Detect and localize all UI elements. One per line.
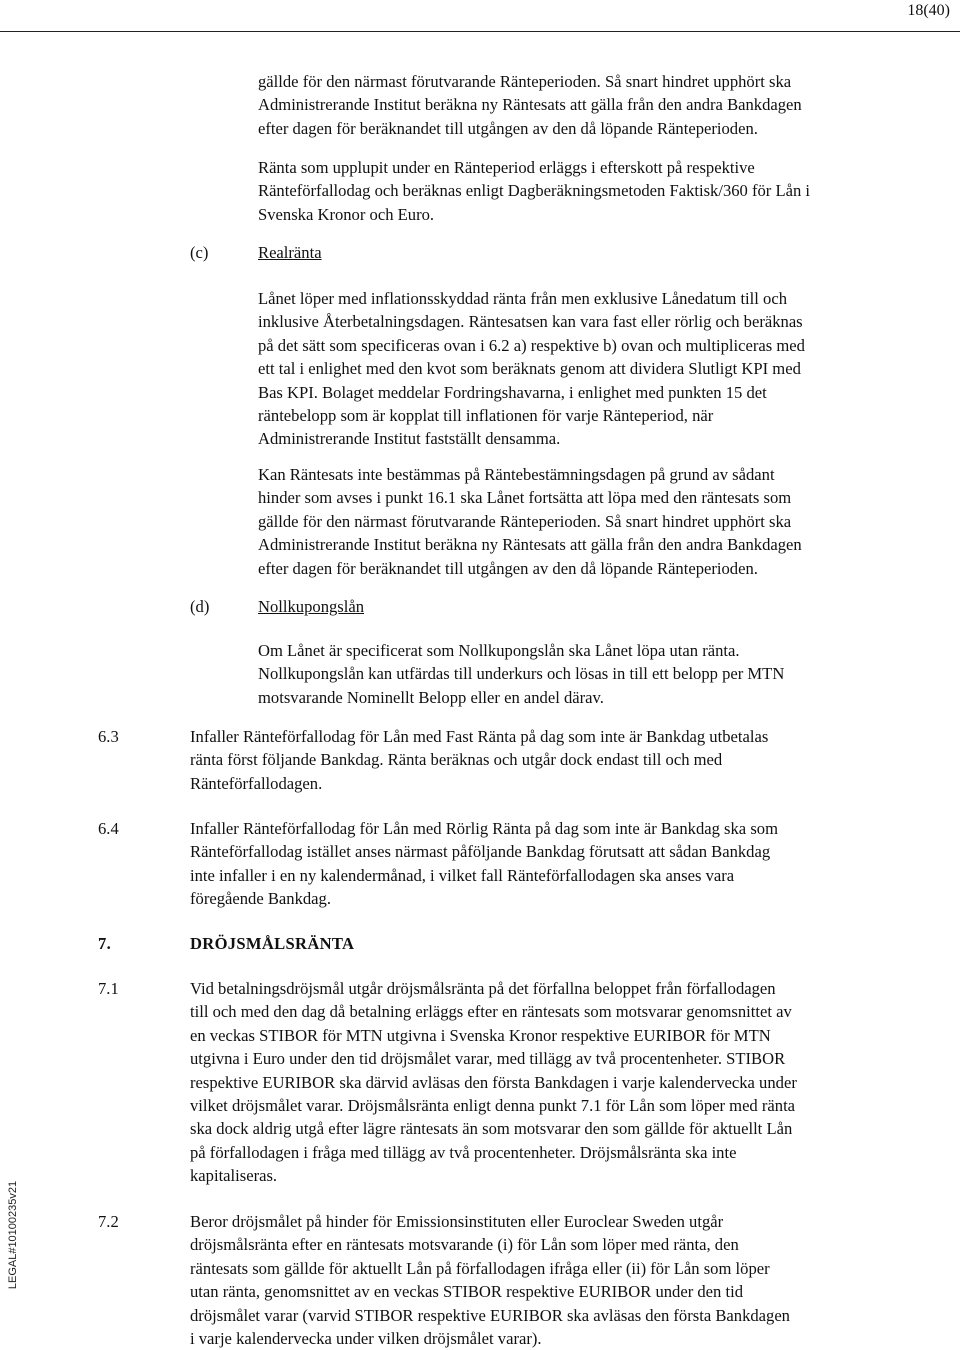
paragraph-line: Beror dröjsmålet på hinder för Emissionsinstituten eller Euroclear Sweden utgår [190, 1212, 724, 1231]
paragraph-line: på förfallodagen i fråga med tillägg av två procentenheter. Dröjsmålsränta ska inte [190, 1142, 737, 1162]
clause-6-4-number: 6.4 [98, 819, 119, 838]
section-7-title: DRÖJSMÅLSRÄNTA [190, 934, 355, 953]
paragraph-line: Administrerande Institut beräkna ny Räntesats att gälla från den andra Bankdagen [258, 535, 802, 555]
paragraph-line: Vid betalningsdröjsmål utgår dröjsmålsränta på det förfallna beloppet från förfallodagen [190, 979, 776, 998]
paragraph-line: efter dagen för beräknandet till utgången av den då löpande Ränteperioden. [258, 558, 758, 578]
clause-6-3-number: 6.3 [98, 727, 119, 746]
paragraph-line: Administrerande Institut beräkna ny Räntesats att gälla från den andra Bankdagen [258, 95, 802, 115]
paragraph-line: inte infaller i en ny kalendermånad, i vilket fall Ränteförfallodagen ska anses vara [190, 865, 735, 885]
paragraph-line: vilket dröjsmålet varar. Dröjsmålsränta enligt denna punkt 7.1 för Lån som löper med ränta [190, 1096, 796, 1116]
paragraph-line: Lånet löper med inflationsskyddad ränta från men exklusive Lånedatum till och [258, 289, 787, 308]
paragraph-line: respektive EURIBOR ska därvid avläsas den första Bankdagen i varje kalendervecka under [190, 1072, 797, 1092]
section-d-paragraph [258, 639, 938, 709]
paragraph-line: räntebelopp som är kopplat till inflationen för varje Ränteperiod, när [258, 406, 714, 426]
clause-7-2-number: 7.2 [98, 1212, 119, 1231]
section-c-paragraph-1 [258, 287, 938, 451]
paragraph-line: gällde för den närmast förutvarande Ränteperioden. Så snart hindret upphört ska [258, 72, 792, 91]
section-c-paragraph-2 [258, 463, 938, 580]
section-7-number: 7. [98, 934, 112, 953]
paragraph-line: Bas KPI. Bolaget meddelar Fordringshavarna, i enlighet med punkten 15 det [258, 382, 767, 402]
clause-7-2-text [190, 1210, 920, 1350]
paragraph-line: efter dagen för beräknandet till utgången av den då löpande Ränteperioden. [258, 118, 758, 138]
section-7-heading [98, 932, 354, 955]
clause-7-1-text [190, 977, 920, 1188]
paragraph-line: Administrerande Institut fastställt densamma. [258, 429, 561, 449]
paragraph-line: Ränta som upplupit under en Ränteperiod erläggs i efterskott på respektive [258, 158, 755, 177]
clause-6-3-text [190, 725, 920, 795]
paragraph-line: räntesats som gällde för aktuellt Lån på förfallodagen ifråga eller (ii) för Lån som löper [190, 1258, 770, 1278]
paragraph-line: dröjsmålet varar (varvid STIBOR respektive EURIBOR ska avläsas den första Bankdagen [190, 1305, 790, 1325]
section-d-label: (d) [190, 597, 210, 616]
paragraph-line: ett tal i enlighet med den kvot som beräknats genom att dividera Slutligt KPI med [258, 359, 801, 379]
continuation-paragraph [258, 70, 938, 140]
section-c-label: (c) [190, 243, 209, 262]
paragraph-line: Ränteförfallodag istället anses närmast påföljande Bankdag förutsatt att sådan Bankdag [190, 842, 771, 862]
paragraph-line: utan ränta, genomsnittet av en veckas STIBOR respektive EURIBOR under den tid [190, 1282, 743, 1302]
paragraph-line: i varje kalendervecka under vilken dröjsmålet varar). [190, 1329, 542, 1349]
paragraph-line: Svenska Kronor och Euro. [258, 204, 435, 224]
paragraph-line: utgivna i Euro under den tid dröjsmålet varar, med tillägg av två procentenheter. STIBOR [190, 1049, 786, 1069]
paragraph-line: Ränteförfallodagen. [190, 773, 323, 793]
paragraph-line: inklusive Återbetalningsdagen. Räntesatsen kan vara fast eller rörlig och beräknas [258, 312, 803, 332]
clause-7-1-number: 7.1 [98, 979, 119, 998]
section-d-title: Nollkupongslån [258, 597, 365, 616]
paragraph-line: Kan Räntesats inte bestämmas på Räntebestämningsdagen på grund av sådant [258, 465, 775, 484]
paragraph-line: på det sätt som specificeras ovan i 6.2 a) respektive b) ovan och multipliceras med [258, 335, 805, 355]
paragraph-line: hinder som avses i punkt 16.1 ska Lånet fortsätta att löpa med den räntesats som [258, 488, 792, 508]
paragraph-line: föregående Bankdag. [190, 889, 331, 909]
paragraph-line: motsvarande Nominellt Belopp eller en andel därav. [258, 687, 604, 707]
paragraph-line: Nollkupongslån kan utfärdas till underkurs och lösas in till ett belopp per MTN [258, 664, 785, 684]
paragraph-line: dröjsmålsränta efter en räntesats motsvarande (i) för Lån som löper med ränta, den [190, 1235, 739, 1255]
paragraph-line: gällde för den närmast förutvarande Ränteperioden. Så snart hindret upphört ska [258, 511, 792, 531]
document-reference: LEGAL#10100235v21 [7, 1180, 19, 1290]
accrual-paragraph [258, 156, 938, 226]
section-c-title: Realränta [258, 243, 322, 262]
paragraph-line: en veckas STIBOR för MTN utgivna i Svenska Kronor respektive EURIBOR för MTN [190, 1025, 771, 1045]
paragraph-line: till och med den dag då betalning erläggs efter en räntesats som motsvarar genomsnittet av [190, 1002, 792, 1022]
paragraph-line: Om Lånet är specificerat som Nollkupongslån ska Lånet löpa utan ränta. [258, 641, 740, 660]
page-number: 18(40) [907, 2, 950, 19]
clause-6-4-text [190, 817, 920, 911]
paragraph-line: kapitaliseras. [190, 1166, 278, 1186]
paragraph-line: ränta först följande Bankdag. Ränta beräknas och utgår dock endast till och med [190, 750, 723, 770]
paragraph-line: Infaller Ränteförfallodag för Lån med Fast Ränta på dag som inte är Bankdag utbetalas [190, 727, 769, 746]
header-divider [0, 31, 960, 32]
paragraph-line: Ränteförfallodag och beräknas enligt Dagberäkningsmetoden Faktisk/360 för Lån i [258, 181, 811, 201]
paragraph-line: Infaller Ränteförfallodag för Lån med Rörlig Ränta på dag som inte är Bankdag ska som [190, 819, 778, 838]
paragraph-line: ska dock aldrig utgå efter lägre räntesats än som motsvarar den som gällde för aktuellt Lån [190, 1119, 793, 1139]
